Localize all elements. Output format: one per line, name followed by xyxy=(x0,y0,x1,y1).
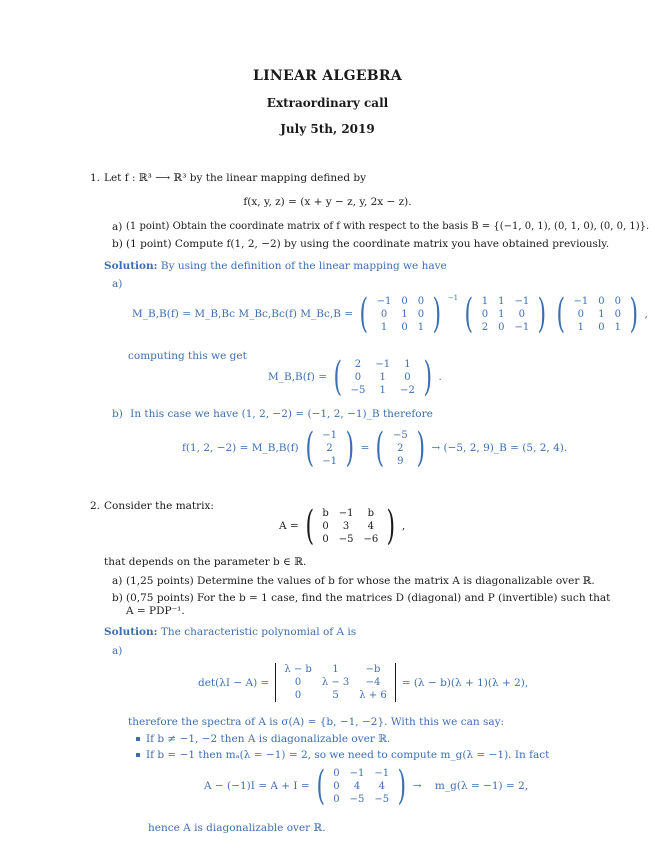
solution-label: Solution: xyxy=(104,626,158,638)
matrix-cell: 1 xyxy=(481,295,489,307)
matrix-cell: 1 xyxy=(417,321,425,333)
matrix-cell: λ − b xyxy=(284,664,312,675)
problem-2b-text-1: (0,75 points) For the b = 1 case, find the matrices D (diagonal) and P (invertible) such that xyxy=(126,592,611,604)
evaluation-equation xyxy=(182,425,568,471)
matrix-cell: −1 xyxy=(374,767,390,779)
paper-title: LINEAR ALGEBRA xyxy=(252,68,403,84)
matrix-cell: 0 xyxy=(598,295,605,307)
eq3-lhs: f(1, 2, −2) = M_B,B(f) xyxy=(182,442,299,454)
matrix-cell: λ − 3 xyxy=(321,677,350,688)
solution-1b-label: b) xyxy=(112,408,123,420)
matrix-cell: 0 xyxy=(481,308,489,320)
matrix-cell: 0 xyxy=(498,321,505,333)
matrix-a-lhs: A = xyxy=(279,520,299,532)
matrix-cell: 0 xyxy=(614,308,621,320)
matrix-cell: −5 xyxy=(349,793,365,805)
matrix-1: ( −1 0 0 0 1 0 1 0 1 ) xyxy=(359,291,442,337)
matrix-cell: −5 xyxy=(392,429,408,441)
eq1-end: , xyxy=(644,308,648,320)
matrix-cell: 0 xyxy=(404,371,411,383)
problem-1-definition: f(x, y, z) = (x + y − z, y, 2x − z). xyxy=(243,196,412,208)
problem-1b-text: (1 point) Compute f(1, 2, −2) by using the coordinate matrix you have obtained previously. xyxy=(126,238,610,250)
matrix-cell: 1 xyxy=(614,321,621,333)
matrix-cell: −5 xyxy=(350,384,366,396)
spectra-text: therefore the spectra of A is σ(A) = {b, −1, −2}. With this we can say: xyxy=(128,716,505,728)
matrix-cell: −2 xyxy=(400,384,415,396)
matrix-a-end: , xyxy=(401,520,406,532)
matrix-cell: 1 xyxy=(404,358,411,370)
matrix-cell: 0 xyxy=(598,321,605,333)
output-vector: ( −5 2 9 ) xyxy=(375,425,425,471)
matrix-cell: −1 xyxy=(349,767,365,779)
matrix-cell: −1 xyxy=(573,295,589,307)
matrix-cell: λ + 6 xyxy=(359,690,387,701)
eq1-lhs: M_B,B(f) = M_B,Bc M_Bc,Bc(f) M_Bc,B = xyxy=(132,308,354,320)
matrix-cell: 0 xyxy=(401,321,408,333)
matrix-cell: 1 xyxy=(577,321,584,333)
matrix-cell: b xyxy=(322,507,329,519)
computing-text: computing this we get xyxy=(128,350,247,362)
matrix-cell: 1 xyxy=(379,384,386,396)
matrix-cell: 1 xyxy=(332,664,339,675)
solution-2-intro xyxy=(104,626,356,638)
matrix-cell: 1 xyxy=(401,308,408,320)
coordinate-matrix-equation xyxy=(132,291,648,337)
matrix-cell: 0 xyxy=(322,533,329,545)
problem-2b-text-2: A = PDP⁻¹. xyxy=(126,605,185,617)
matrix-cell: 0 xyxy=(518,308,526,320)
solution-text: The characteristic polynomial of A is xyxy=(160,626,357,638)
paper-subtitle: Extraordinary call xyxy=(266,96,389,110)
matrix-cell: −6 xyxy=(363,533,379,545)
solution-2a-label: a) xyxy=(112,645,123,657)
characteristic-polynomial xyxy=(198,663,528,702)
problem-2b-label: b) xyxy=(112,592,123,604)
eq3-equals: = xyxy=(360,442,370,454)
problem-1a-label: a) xyxy=(112,221,123,233)
matrix-cell: 0 xyxy=(417,295,425,307)
bullet-1-text: If b ≠ −1, −2 then A is diagonalizable over ℝ. xyxy=(146,733,391,745)
bullet-2 xyxy=(136,749,549,761)
paper-date: July 5th, 2019 xyxy=(280,122,375,136)
matrix-cell: 0 xyxy=(333,780,340,792)
bullet-2-text: If b = −1 then mₐ(λ = −1) = 2, so we need to compute m_g(λ = −1). In fact xyxy=(146,749,550,761)
matrix-cell: 4 xyxy=(367,520,375,532)
matrix-cell: 4 xyxy=(353,780,361,792)
matrix-cell: 0 xyxy=(294,690,302,701)
det-lhs: det(λI − A) = xyxy=(198,676,270,689)
eq4-lhs: A − (−1)I = A + I = xyxy=(204,780,310,792)
matrix-cell: 0 xyxy=(577,308,584,320)
matrix-cell: 1 xyxy=(379,371,386,383)
problem-2-number: 2. xyxy=(90,500,101,512)
result-matrix-equation xyxy=(268,354,442,400)
det-rhs: = (λ − b)(λ + 1)(λ + 2), xyxy=(401,676,529,689)
matrix-cell: −5 xyxy=(338,533,354,545)
solution-1b-text: In this case we have (1, 2, −2) = (−1, 2, −1)_B therefore xyxy=(130,408,433,420)
matrix-cell: −1 xyxy=(322,455,337,467)
matrix-cell: 2 xyxy=(354,358,362,370)
geometric-multiplicity-equation xyxy=(204,763,529,809)
problem-1a-text: (1 point) Obtain the coordinate matrix of f with respect to the basis B = {(−1, 0, 1), (0, 1, 0), (0, 0, 1)}. xyxy=(126,221,650,232)
matrix-cell: −1 xyxy=(375,358,391,370)
matrix-cell: −5 xyxy=(374,793,390,805)
problem-1b-label: b) xyxy=(112,238,123,250)
matrix-cell: −b xyxy=(365,664,381,675)
inverse-exponent: −1 xyxy=(447,294,459,302)
solution-text: By using the definition of the linear mapping we have xyxy=(160,260,447,272)
result-matrix: ( 2 −1 1 0 1 0 −5 1 −2 ) xyxy=(333,354,432,400)
determinant-matrix xyxy=(272,663,398,702)
matrix-cell: 0 xyxy=(417,308,425,320)
matrix-cell: −4 xyxy=(365,677,381,688)
bullet-icon xyxy=(136,753,140,757)
matrix-cell: 2 xyxy=(481,321,489,333)
problem-1-intro: Let f : ℝ³ ⟶ ℝ³ by the linear mapping defined by xyxy=(104,172,367,184)
problem-1-number: 1. xyxy=(90,172,101,184)
bullet-1 xyxy=(136,733,390,745)
matrix-cell: 2 xyxy=(397,442,404,454)
matrix-cell: 4 xyxy=(378,780,385,792)
matrix-cell: 3 xyxy=(342,520,350,532)
matrix-2: ( 1 1 −1 0 1 0 2 0 −1 ) xyxy=(464,291,547,337)
matrix-cell: −1 xyxy=(338,507,354,519)
matrix-cell: −1 xyxy=(514,295,530,307)
matrix-cell: 1 xyxy=(498,308,505,320)
problem-2a-label: a) xyxy=(112,575,123,587)
solution-label: Solution: xyxy=(104,260,158,272)
solution-1a-label: a) xyxy=(112,278,123,290)
matrix-a-definition xyxy=(279,503,406,549)
matrix-cell: −1 xyxy=(376,295,392,307)
matrix-cell: 0 xyxy=(380,308,388,320)
a-plus-i-matrix: ( 0 −1 −1 0 4 4 0 −5 −5 ) xyxy=(316,763,407,809)
matrix-cell: 9 xyxy=(397,455,404,467)
problem-2-intro: Consider the matrix: xyxy=(104,500,214,512)
matrix-cell: 0 xyxy=(614,295,621,307)
eq3-rhs: → (−5, 2, 9)_B = (5, 2, 4). xyxy=(431,442,568,454)
matrix-a: ( b −1 b 0 3 4 0 −5 −6 ) xyxy=(305,503,396,549)
input-vector: ( −1 2 −1 ) xyxy=(305,425,355,471)
matrix-cell: b xyxy=(367,507,375,519)
bullet-icon xyxy=(136,737,140,741)
matrix-cell: 0 xyxy=(333,767,340,779)
matrix-cell: 0 xyxy=(333,793,340,805)
matrix-cell: −1 xyxy=(322,429,337,441)
matrix-cell: 1 xyxy=(498,295,505,307)
matrix-cell: 0 xyxy=(401,295,408,307)
matrix-cell: 0 xyxy=(322,520,329,532)
eq4-rhs: → m_g(λ = −1) = 2, xyxy=(412,780,529,792)
problem-2a-text: (1,25 points) Determine the values of b for whose the matrix A is diagonalizable over ℝ. xyxy=(126,575,595,587)
matrix-cell: 0 xyxy=(294,677,302,688)
solution-1b-line xyxy=(112,408,433,420)
matrix-3: ( −1 0 0 0 1 0 1 0 1 ) xyxy=(556,291,639,337)
matrix-cell: 5 xyxy=(332,690,339,701)
conclusion-text: hence A is diagonalizable over ℝ. xyxy=(148,822,326,834)
matrix-cell: 0 xyxy=(354,371,362,383)
parameter-text: that depends on the parameter b ∈ ℝ. xyxy=(104,556,307,568)
matrix-cell: 2 xyxy=(326,442,333,454)
eq2-end: . xyxy=(438,371,442,383)
matrix-cell: 1 xyxy=(380,321,388,333)
solution-1-intro xyxy=(104,260,447,272)
eq2-lhs: M_B,B(f) = xyxy=(268,371,327,383)
matrix-cell: 1 xyxy=(598,308,605,320)
matrix-cell: −1 xyxy=(514,321,530,333)
